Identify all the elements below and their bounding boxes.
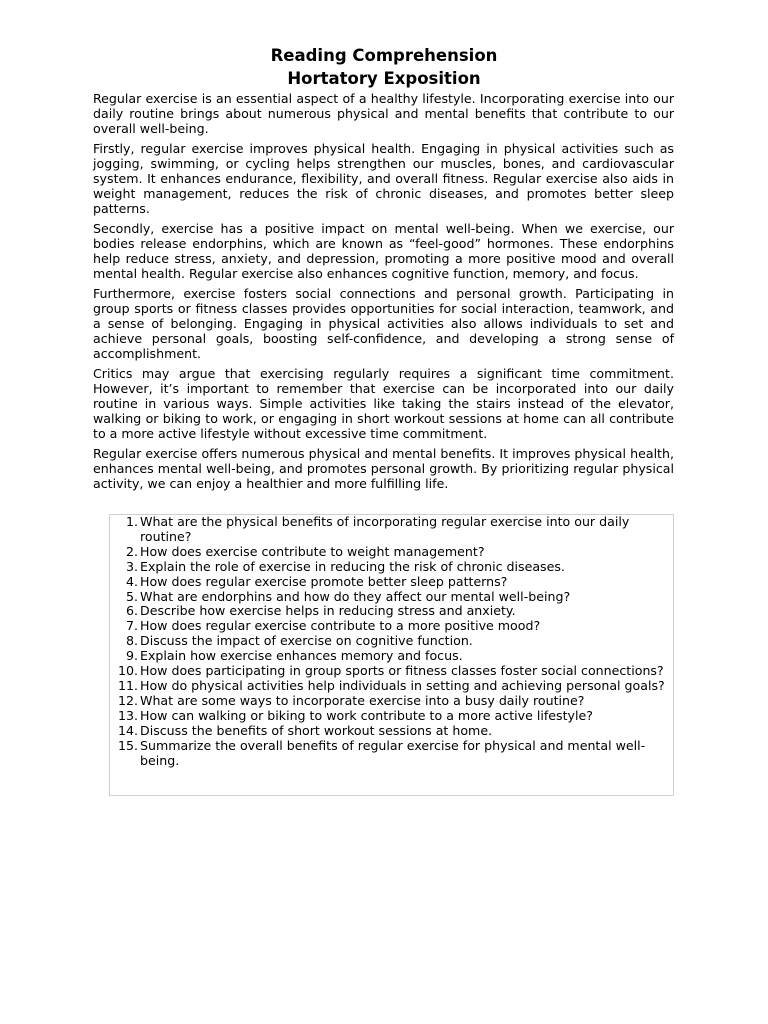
question-item	[110, 679, 675, 694]
paragraph-conclusion: Regular exercise offers numerous physical and mental benefits. It improves physical health, enhances mental well-being, and promotes personal growth. By prioritizing regular physical activity, we can enjoy a healthier and more fulfilling life.	[93, 446, 674, 491]
question-item	[110, 664, 675, 679]
question-item	[110, 515, 675, 545]
question-text: Discuss the benefits of short workout sessions at home.	[140, 722, 493, 738]
question-item	[110, 619, 675, 634]
question-text: Explain how exercise enhances memory and focus.	[140, 648, 463, 664]
paragraph-counterargument: Critics may argue that exercising regularly requires a significant time commitment. However, it’s important to remember that exercise can be incorporated into our daily routine in various ways. Simple activities like taking the stairs instead of the elevator, walking or biking to work, or engaging in short workout sessions at home can all contribute to a more active lifestyle without excessive time commitment.	[93, 366, 674, 441]
document-title	[0, 44, 768, 90]
question-item	[110, 575, 675, 590]
question-item	[110, 545, 675, 560]
question-text: Describe how exercise helps in reducing stress and anxiety.	[140, 603, 516, 619]
question-text: How does exercise contribute to weight management?	[140, 543, 485, 559]
question-item	[110, 649, 675, 664]
question-number: 10.	[117, 663, 138, 679]
question-number: 15.	[117, 737, 138, 753]
question-item	[110, 739, 675, 769]
question-text: Explain the role of exercise in reducing the risk of chronic diseases.	[140, 558, 565, 574]
question-item	[110, 709, 675, 724]
question-number: 3.	[125, 558, 138, 574]
question-number: 9.	[125, 648, 138, 664]
question-number: 5.	[125, 588, 138, 604]
question-number: 13.	[117, 707, 138, 723]
question-text: How does regular exercise promote better sleep patterns?	[140, 573, 508, 589]
question-item	[110, 590, 675, 605]
question-text: How can walking or biking to work contribute to a more active lifestyle?	[140, 707, 593, 723]
question-text: How does regular exercise contribute to a more positive mood?	[140, 618, 541, 634]
question-item	[110, 560, 675, 575]
question-item	[110, 724, 675, 739]
question-number: 12.	[117, 692, 138, 708]
question-number: 4.	[125, 573, 138, 589]
paragraph-social-growth: Furthermore, exercise fosters social connections and personal growth. Participating in group sports or fitness classes provides opportunities for social interaction, teamwork, and a sense of belonging. Engaging in physical activities also allows individuals to set and achieve personal goals, boosting self-confidence, and developing a strong sense of accomplishment.	[93, 286, 674, 361]
question-number: 1.	[125, 514, 138, 529]
paragraph-intro: Regular exercise is an essential aspect of a healthy lifestyle. Incorporating exercise into our daily routine brings about numerous physical and mental benefits that contribute to our overall well-being.	[93, 91, 674, 136]
question-item	[110, 694, 675, 709]
question-number: 11.	[117, 677, 138, 693]
question-item	[110, 604, 675, 619]
question-text: What are the physical benefits of incorporating regular exercise into our daily routine?	[140, 514, 630, 544]
question-text: Discuss the impact of exercise on cognitive function.	[140, 633, 473, 649]
question-text: What are endorphins and how do they affect our mental well-being?	[140, 588, 571, 604]
question-number: 6.	[125, 603, 138, 619]
question-number: 2.	[125, 543, 138, 559]
title-line-2: Hortatory Exposition	[287, 69, 481, 88]
question-text: How do physical activities help individuals in setting and achieving personal goals?	[140, 677, 665, 693]
paragraph-physical-health: Firstly, regular exercise improves physical health. Engaging in physical activities such as jogging, swimming, or cycling helps strengthen our muscles, bones, and cardiovascular system. It enhances endurance, flexibility, and overall fitness. Regular exercise also aids in weight management, reduces the risk of chronic diseases, and promotes better sleep patterns.	[93, 141, 674, 216]
question-item	[110, 634, 675, 649]
title-line-1: Reading Comprehension	[270, 46, 498, 65]
passage-body	[93, 91, 674, 496]
question-number: 8.	[125, 633, 138, 649]
question-number: 14.	[117, 722, 138, 738]
question-text: What are some ways to incorporate exercise into a busy daily routine?	[140, 692, 585, 708]
paragraph-mental-wellbeing: Secondly, exercise has a positive impact on mental well-being. When we exercise, our bodies release endorphins, which are known as “feel-good” hormones. These endorphins help reduce stress, anxiety, and depression, promoting a more positive mood and overall mental health. Regular exercise also enhances cognitive function, memory, and focus.	[93, 221, 674, 281]
question-text: How does participating in group sports or fitness classes foster social connections?	[140, 663, 664, 679]
questions-box	[109, 514, 674, 796]
question-text: Summarize the overall benefits of regular exercise for physical and mental well-being.	[140, 737, 646, 768]
questions-list	[110, 515, 675, 768]
question-number: 7.	[125, 618, 138, 634]
